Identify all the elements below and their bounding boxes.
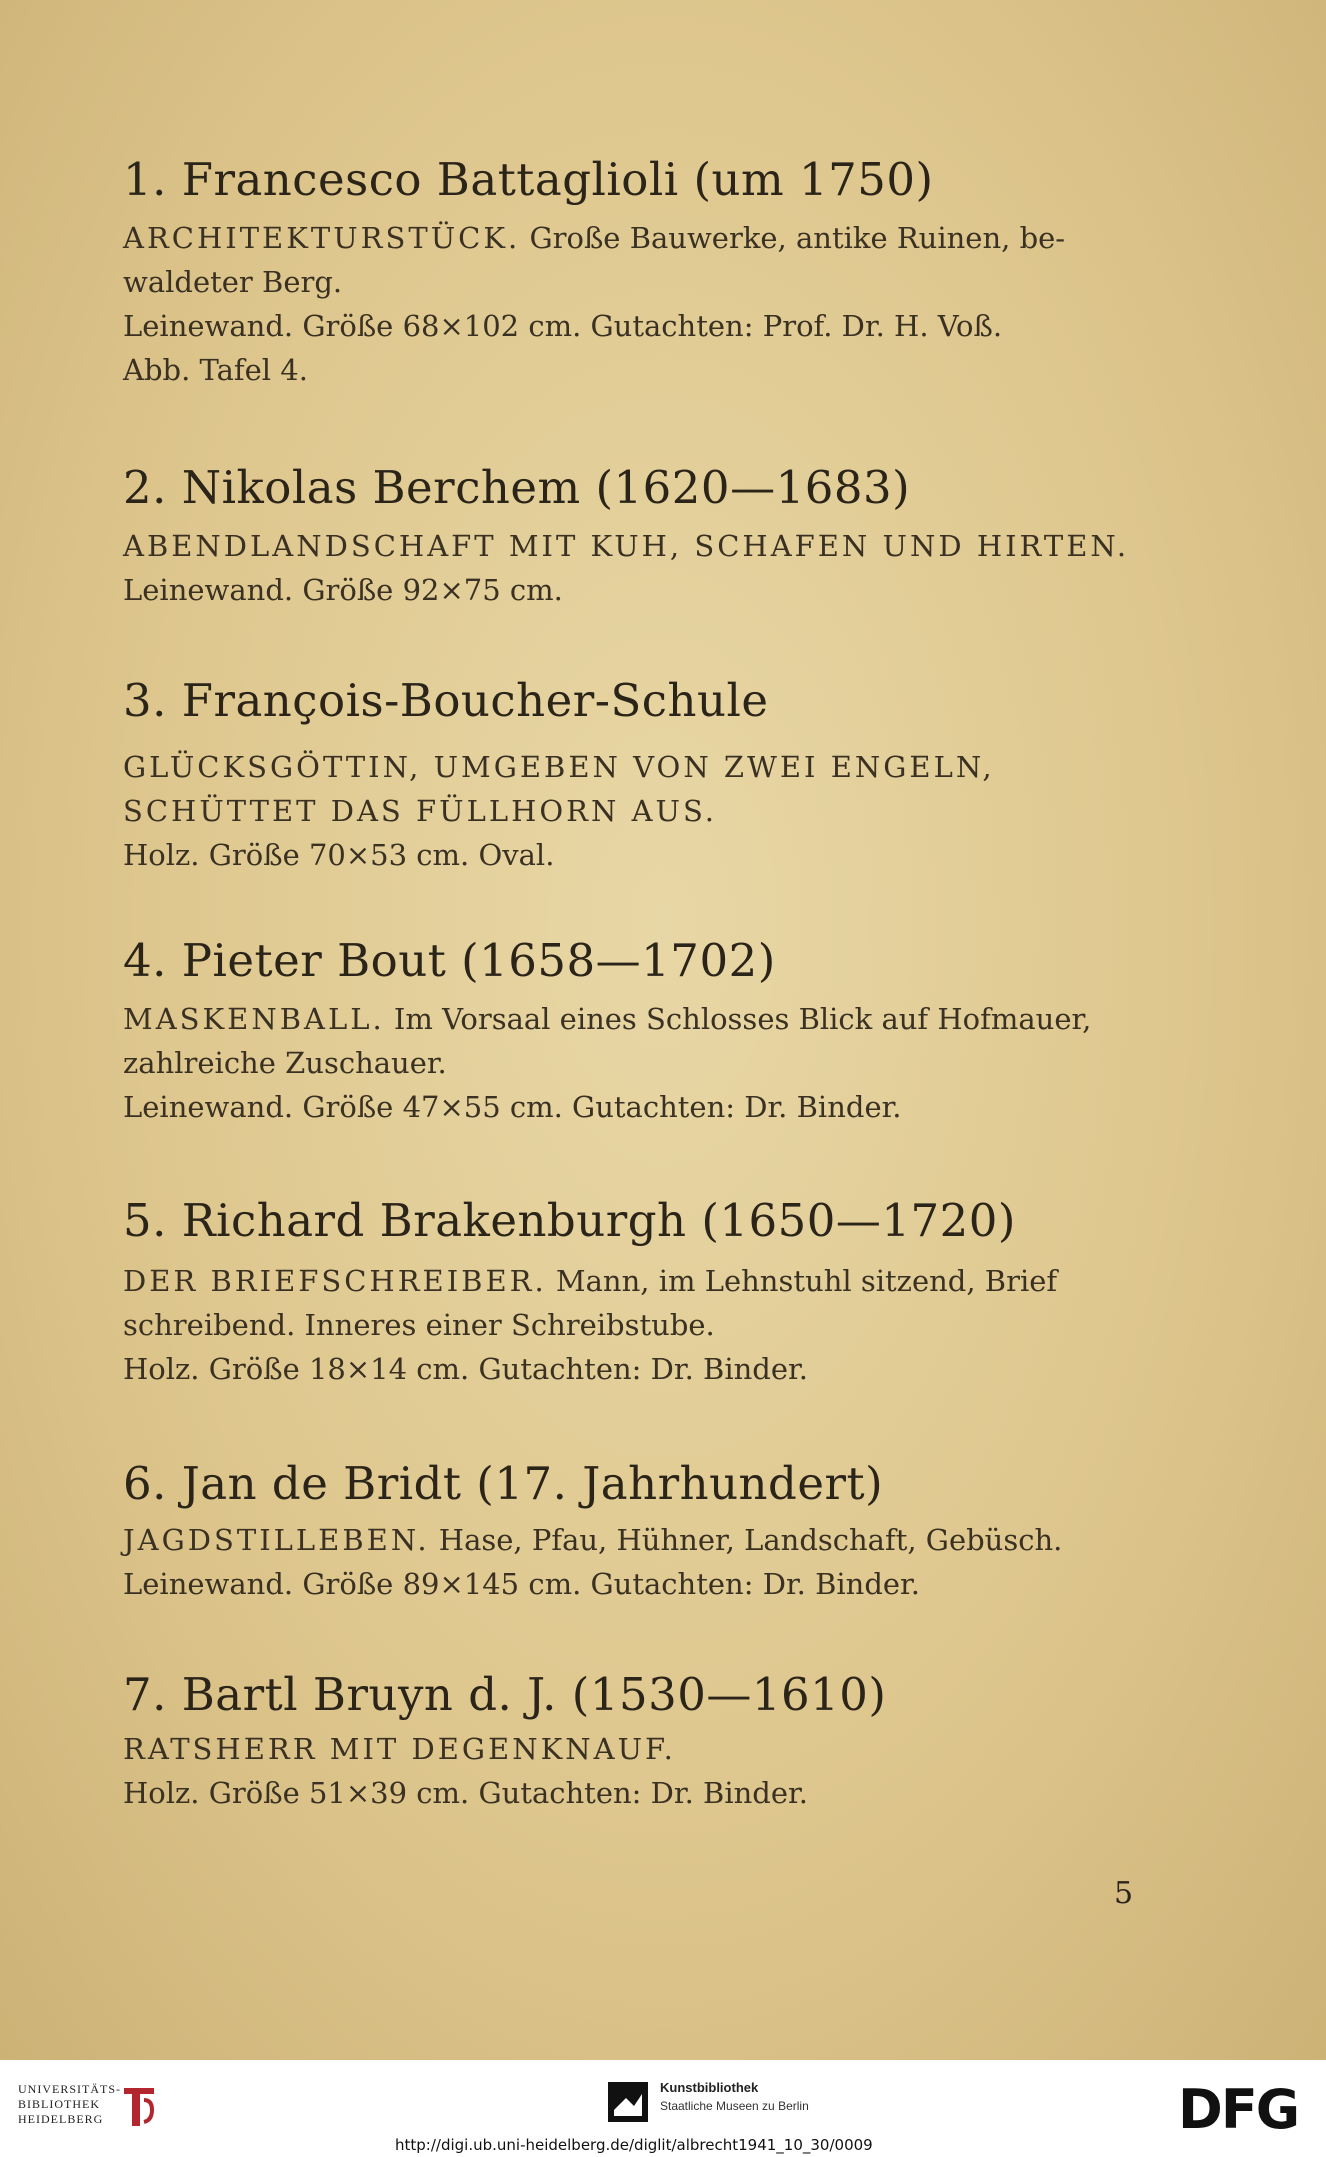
university-logo-line: BIBLIOTHEK	[18, 2097, 100, 2111]
entry-subject: JAGDSTILLEBEN.	[123, 1523, 430, 1557]
catalog-entry-4	[123, 933, 1143, 1129]
catalog-entry-3	[123, 673, 1143, 877]
entry-line	[123, 1041, 1143, 1085]
entry-title: 5. Richard Brakenburgh (1650—1720)	[123, 1194, 1016, 1247]
catalog-entry-5	[123, 1193, 1143, 1391]
entry-line	[123, 1727, 1143, 1771]
entry-subject: MASKENBALL.	[123, 1002, 385, 1036]
entry-details: Holz. Größe 70×53 cm. Oval.	[123, 838, 555, 872]
university-logo-line: UNIVERSITÄTS-	[18, 2082, 121, 2096]
entry-line	[123, 260, 1143, 304]
entry-line	[123, 833, 1143, 877]
entry-description: Große Bauwerke, antike Ruinen, be-	[520, 221, 1066, 255]
entry-title: 2. Nikolas Berchem (1620—1683)	[123, 461, 911, 514]
entry-line	[123, 745, 1143, 789]
entry-plate-reference: Abb. Tafel 4.	[123, 353, 308, 387]
entry-line	[123, 304, 1143, 348]
entry-line	[123, 997, 1143, 1041]
entry-title: 7. Bartl Bruyn d. J. (1530—1610)	[123, 1668, 887, 1721]
entry-details: Leinewand. Größe 89×145 cm. Gutachten: Dr. Binder.	[123, 1567, 920, 1601]
entry-line	[123, 1771, 1143, 1815]
entry-details: Leinewand. Größe 68×102 cm. Gutachten: Prof. Dr. H. Voß.	[123, 309, 1003, 343]
entry-subject: ARCHITEKTURSTÜCK.	[123, 221, 521, 255]
permalink-url[interactable]: http://digi.ub.uni-heidelberg.de/diglit/albrecht1941_10_30/0009	[395, 2136, 873, 2154]
entry-line	[123, 524, 1143, 568]
catalog-entry-6	[123, 1456, 1143, 1606]
entry-line	[123, 348, 1143, 392]
library-name: Kunstbibliothek	[660, 2080, 759, 2095]
kunstbibliothek-logo-icon[interactable]	[606, 2080, 650, 2129]
entry-title: 6. Jan de Bridt (17. Jahrhundert)	[123, 1457, 884, 1510]
entry-description: waldeter Berg.	[123, 265, 343, 299]
entry-details: Leinewand. Größe 92×75 cm.	[123, 573, 563, 607]
entry-description: schreibend. Inneres einer Schreibstube.	[123, 1308, 715, 1342]
entry-line	[123, 789, 1143, 833]
entry-subject: DER BRIEFSCHREIBER.	[123, 1264, 547, 1298]
entry-line	[123, 568, 1143, 612]
entry-title: 3. François-Boucher-Schule	[123, 674, 769, 727]
entry-line	[123, 1259, 1143, 1303]
entry-description: Mann, im Lehnstuhl sitzend, Brief	[546, 1264, 1058, 1298]
viewer-footer	[0, 2060, 1326, 2157]
catalog-entry-7	[123, 1667, 1143, 1815]
entry-line	[123, 216, 1143, 260]
dfg-logo[interactable]: DFG	[1178, 2078, 1299, 2141]
university-logo-line: HEIDELBERG	[18, 2112, 104, 2126]
entry-line	[123, 1085, 1143, 1129]
entry-subject: GLÜCKSGÖTTIN, UMGEBEN VON ZWEI ENGELN,	[123, 750, 995, 784]
catalog-entry-2	[123, 460, 1143, 612]
entry-details: Leinewand. Größe 47×55 cm. Gutachten: Dr. Binder.	[123, 1090, 902, 1124]
entry-subject: ABENDLANDSCHAFT MIT KUH, SCHAFEN UND HIRTEN.	[123, 529, 1130, 563]
entry-details: Holz. Größe 51×39 cm. Gutachten: Dr. Binder.	[123, 1776, 808, 1810]
catalog-entry-1	[123, 152, 1143, 392]
entry-line	[123, 1347, 1143, 1391]
entry-title: 1. Francesco Battaglioli (um 1750)	[123, 153, 934, 206]
entry-line	[123, 1303, 1143, 1347]
entry-subject: RATSHERR MIT DEGENKNAUF.	[123, 1732, 676, 1766]
entry-subject: SCHÜTTET DAS FÜLLHORN AUS.	[123, 794, 718, 828]
entry-description: zahlreiche Zuschauer.	[123, 1046, 447, 1080]
entry-description: Hase, Pfau, Hühner, Landschaft, Gebüsch.	[429, 1523, 1063, 1557]
kunstbibliothek-text	[660, 2080, 809, 2113]
entry-description: Im Vorsaal eines Schlosses Blick auf Hofmauer,	[384, 1002, 1092, 1036]
university-library-logo[interactable]	[18, 2082, 121, 2127]
library-subtitle: Staatliche Museen zu Berlin	[660, 2099, 809, 2113]
page-number: 5	[1114, 1876, 1134, 1911]
entry-details: Holz. Größe 18×14 cm. Gutachten: Dr. Binder.	[123, 1352, 808, 1386]
entry-title: 4. Pieter Bout (1658—1702)	[123, 934, 776, 987]
entry-line	[123, 1562, 1143, 1606]
entry-line	[123, 1518, 1143, 1562]
university-seal-icon	[118, 2080, 160, 2137]
